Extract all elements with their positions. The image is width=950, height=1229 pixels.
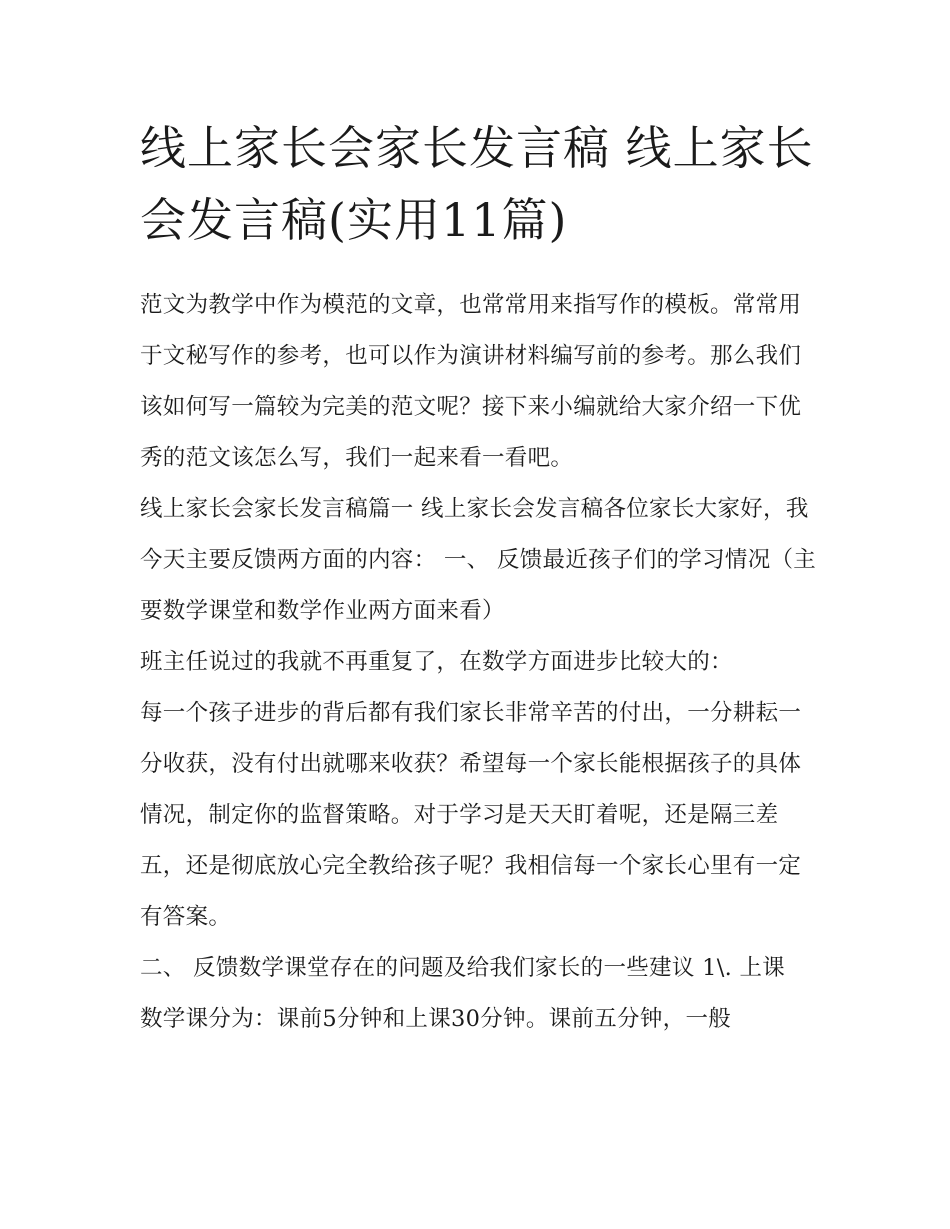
paragraph-section-two: 二、 反馈数学课堂存在的问题及给我们家长的一些建议 1\. 上课 [140, 955, 786, 981]
paragraph-section-one: 线上家长会家长发言稿篇一 线上家长会发言稿各位家长大家好，我今天主要反馈两方面的内容： 一、 反馈最近孩子们的学习情况（主要数学课堂和数学作业两方面来看） [140, 496, 817, 624]
paragraph-intro: 范文为教学中作为模范的文章，也常常用来指写作的模板。常常用于文秘写作的参考，也可以作为演讲材料编写前的参考。那么我们该如何写一篇较为完美的范文呢？接下来小编就给大家介绍一下优秀的范文该怎么写，我们一起来看一看吧。 [140, 292, 802, 471]
document-title: 线上家长会家长发言稿 线上家长会发言稿(实用11篇) [140, 121, 814, 247]
paragraph-math-class: 数学课分为：课前5分钟和上课30分钟。课前五分钟，一般 [140, 1006, 732, 1032]
paragraph-progress: 班主任说过的我就不再重复了，在数学方面进步比较大的： [140, 649, 733, 675]
paragraph-effort: 每一个孩子进步的背后都有我们家长非常辛苦的付出，一分耕耘一分收获，没有付出就哪来收获？希望每一个家长能根据孩子的具体情况，制定你的监督策略。对于学习是天天盯着呢，还是隔三差五，还是彻底放心完全教给孩子呢？我相信每一个家长心里有一定有答案。 [140, 700, 802, 930]
document-body [140, 280, 820, 1045]
